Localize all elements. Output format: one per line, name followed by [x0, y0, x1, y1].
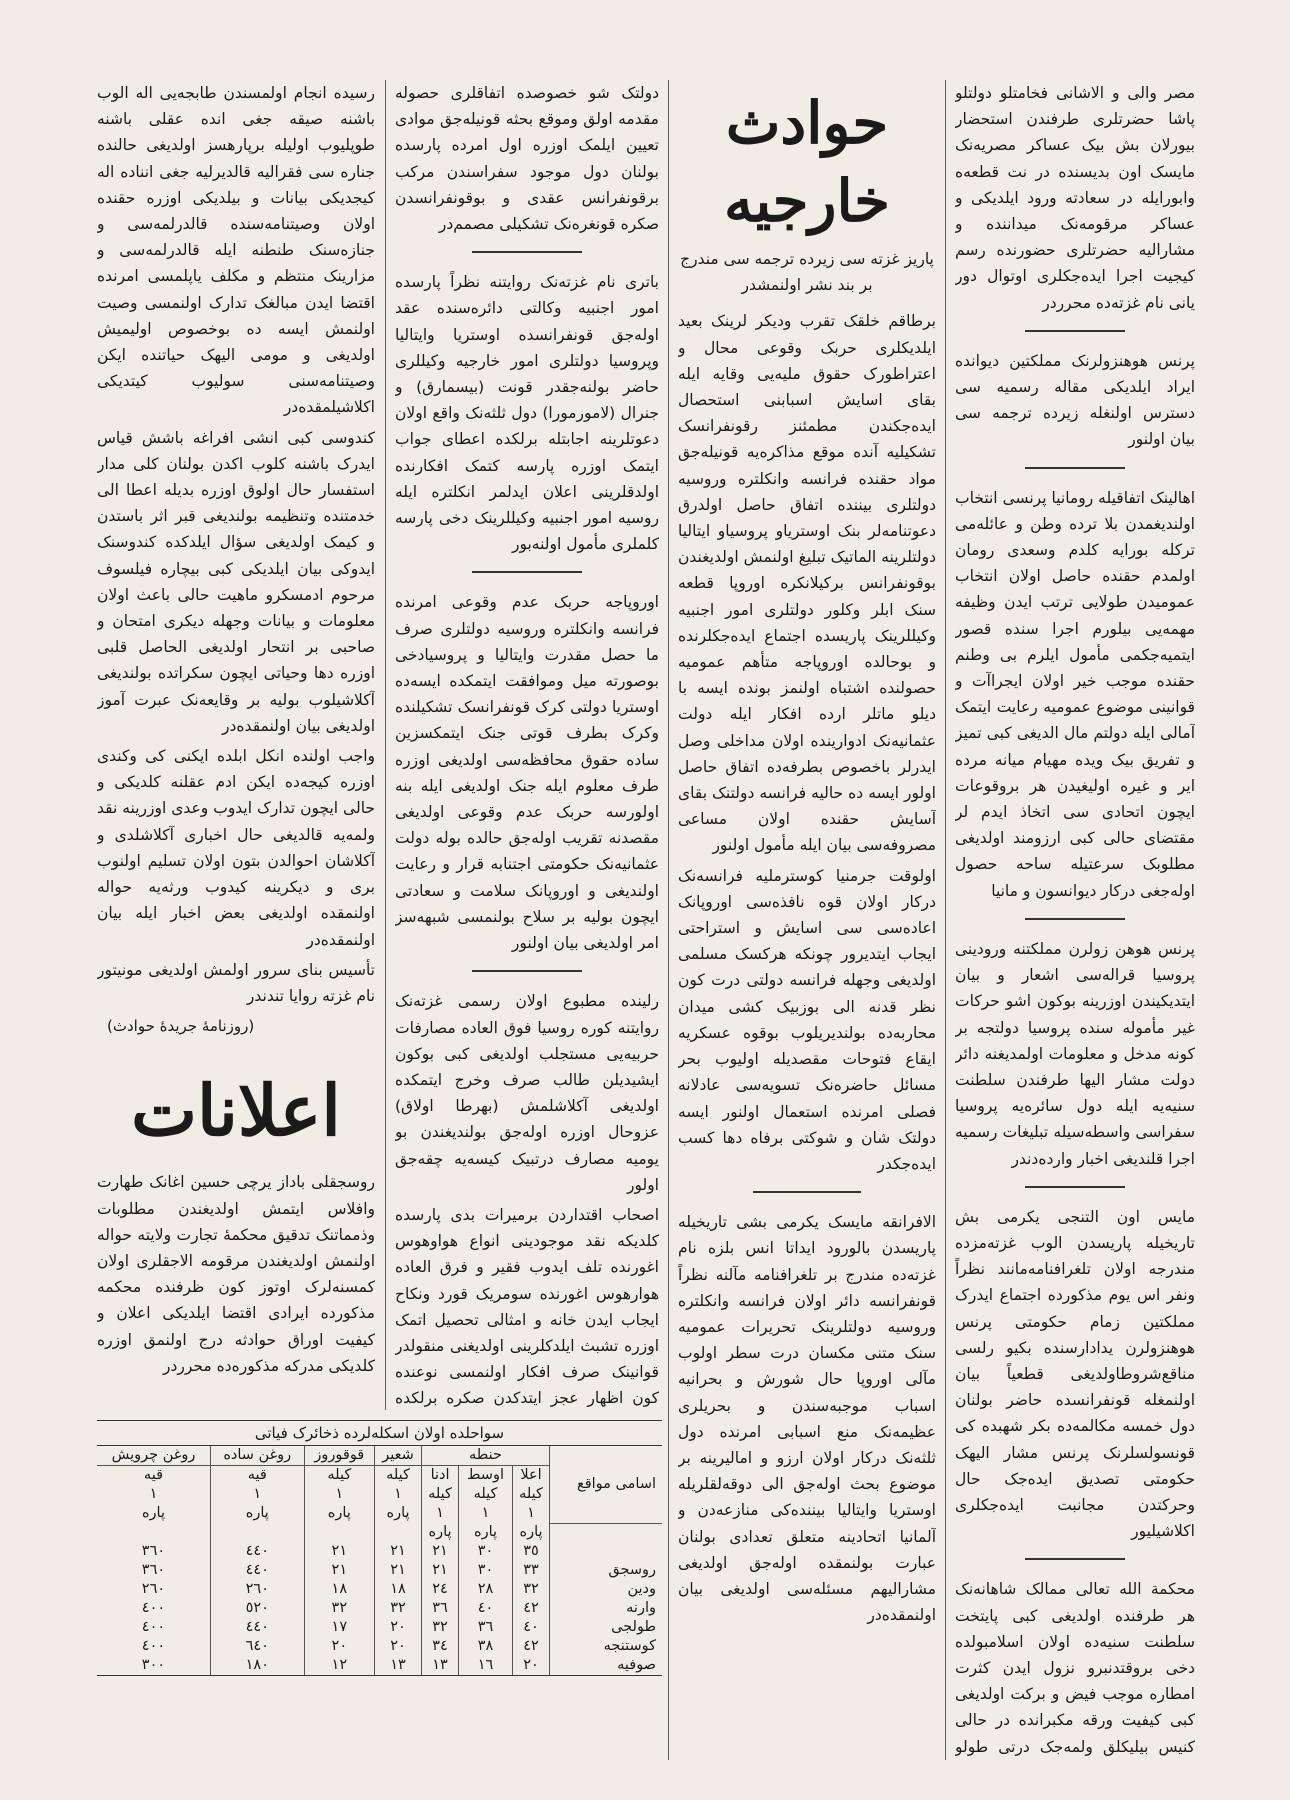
article-paragraph: اولوقت جرمنیا کوسترملیه فرانسه‌نک درکار اولان قوه نافذه‌سی اوروپانک اعاده‌سی سی اسایش و استراحتی ایجاب ایتدیرور چونکه هرکسک مسلمی اولدیغی وجهله فرانسه دولتی درت کون نظر قدنه الی بوزبیک کشی میدان محاربه‌ده بولندیریلوب بوقوه عسکریه ایقاع فتوحات مقصدیله اولیوب بحر مسائل حاضره‌نک تسویه‌سی عادلانه فصلی امرنده استعمال اولنور ایسه دولتک شان و شوکتی برفاه دها کسب ایده‌جکدر [678, 866, 936, 1173]
table-place-cell [550, 1542, 662, 1561]
table-cell: ٤٢ [512, 1599, 549, 1618]
table-cell: ٤٢ [512, 1637, 549, 1656]
column-right [955, 80, 1195, 1760]
table-cell: ١٧ [304, 1618, 374, 1637]
table-place-cell: وارنه [550, 1599, 662, 1618]
table-unit-cell: کیله [375, 1466, 422, 1486]
table-cell: ٣٦ [459, 1618, 513, 1637]
announcements-heading: اعلانات [131, 1069, 341, 1153]
source-signature: (روزنامۀ جریدۀ حوادث) [107, 1017, 255, 1036]
table-column-header: اوسط [459, 1466, 513, 1486]
table-cell: ١٨ [304, 1580, 374, 1599]
table-group-header: حنطه [422, 1446, 550, 1466]
table-cell: ٤٠ [512, 1618, 549, 1637]
table-cell: ٢١ [304, 1561, 374, 1580]
table-cell: ١٦ [459, 1656, 513, 1676]
table-cell: ٥٢٠ [210, 1599, 304, 1618]
article-paragraph: الافرانقه مایسک یکرمی بشی تاریخیله پاریسدن بالورود ایداتا انس بلزه نام غزته‌ده مندرج بر تلغرافنامه مآلنه نظراً قونفرانسه دائر اولان فرانسه وانکلتره وروسیه دولتلرینک تحریرات عمومیه سنک متنی مکسان درت سطر اولوب مآلی اوروپا حال شورش و بحرانیه اسباب موجبه‌سندن و بحریلری عظیمه‌نک منع اسبابی امرنده دول ثلثه‌نک درکار اولان ارزو و امالیرینه بر موضوع بحث اوله‌جق الی دوقه‌لقلریله اوستریا وایتالیا بیننده‌کی منازعه‌دن و آلمانیا اتحادینه متعلق تعدادی بولنان عبارت بولنمقده اوله‌جق اولدیغی مشارالیهم مسئله‌سی اولدیغی بیان اولنمقده‌در [678, 1213, 936, 1625]
table-cell: ٣٢ [422, 1618, 459, 1637]
article-separator [472, 251, 583, 253]
table-cell: ٢١ [422, 1561, 459, 1580]
table-cell: ٤٤٠ [210, 1542, 304, 1561]
table-cell [97, 1523, 210, 1542]
table-cell: ٤٤٠ [210, 1618, 304, 1637]
table-column-header: روغن چرویش [97, 1446, 210, 1466]
table-qty-cell: ١ [149, 1486, 158, 1502]
table-currency-cell: پاره [459, 1523, 513, 1542]
table-cell: ٣٣ [512, 1561, 549, 1580]
article-separator [1025, 467, 1126, 469]
article-separator [472, 571, 583, 573]
table-unit-cell: قیه [143, 1467, 164, 1483]
table-column-header: قوقوروز [304, 1446, 374, 1466]
table-qty-cell: ١ [375, 1485, 422, 1504]
article-separator [1025, 330, 1126, 332]
table-cell: ٣٢ [304, 1599, 374, 1618]
article-paragraph: باتری نام غزته‌نک روایتنه نظراً پارسده امور اجنبیه وکالتی دائره‌سنده عقد اوله‌جق قونفرانسده اوستریا وایتالیا وپروسیا دولتلری امور خارجیه وکیللری حاضر بولنه‌جقدر قونت (بیسمارق) و جنرال (لامورمورا) دول ثلثه‌نک واقع اولان دعوتلرینه اجابتله برلکده اعطای جواب ایتمک اوزره پارسه کتمک افکارنده اولدقلرینی اعلان ایدلمر انکلتره ایله روسیه امور اجنبیه وکیللرینک دخی پارسه کلملری مأمول اولنه‌بور [395, 273, 659, 554]
table-cell [375, 1523, 422, 1542]
column-center-left [395, 80, 659, 1410]
table-cell: ٤٠٠ [141, 1638, 166, 1654]
table-place-cell: ودین [550, 1580, 662, 1599]
table-row [97, 1618, 662, 1637]
table-currency-cell: پاره [375, 1504, 422, 1523]
table-currency-cell: پاره [304, 1504, 374, 1523]
article-paragraph: برطاقم خلقک تقرب ودیکر لرینک بعید ایلدیکلری حربک وقوعی محال و اعتراطورک حقوق ملیه‌یی وقایه ایله بقای اسایش اسبابنی استحصال ایده‌جکندن مطمئنز رقونفرانسک تشکیلیه آنده موقع مذاکره‌یه قونیله‌جق مواد حقنده فرانسه وانکلتره وروسیه دولتلری بیننده اتفاق حاصل اولدرق دعوتنامه‌لر بنک اوستریاو پروسیاو ایتالیا دولتلرینه الماتیک تبلیغ اولنمش اولدیغندن بوقونفرانس برکیلانکره اوروپا قطعه سنک ابلر وکلور دولتلری امور اجنبیه وکیللرینک پاریسده اجتماع ایده‌جکلرنده و بوحالده اوروپاجه متأهم عمومیه حصولنده اشتباه اولنمز بونده ایسه با دیلو ماتلر ارده افکار ایله دولت عثمانیه‌نک ادوارینده اولان مداخلی وصل ایدرلر باخصوص بطرفه‌ده اتفاق حاصل اولور ایسه ده حالیه فرانسه دولتنک بقای آسایش حقنده اولان مساعی مصروفه‌سی بیان ایله مأمول اولنور [678, 312, 936, 855]
table-cell: ٦٤٠ [210, 1637, 304, 1656]
table-cell: ٢١ [375, 1561, 422, 1580]
announcement-paragraph: روسجقلی باداز یرچی حسین اغانک طهارت وافلاس ایتمش اولدیغندن مطلوبات وذمماتنک تدقیق محکمۀ تجارت ولایته حواله اولنمش اولدیغندن مرقومه الاجقلری اولان کمسنه‌لرک اوتوز کون ظرفنده محکمه مذکورده ایرادی اقتضا ایلدیکی اعلان و کیفیت اوراق حوادثه درج اولنمق اوزره کلدیکی مدرکه مذکوره‌ده محرردر [97, 1173, 375, 1375]
table-cell: ٢٠ [304, 1637, 374, 1656]
article-paragraph: محکمة الله تعالی ممالک شاهانه‌نک هر طرفنده اولدیغی کبی پایتخت سلطنت سنیه‌ده اولان اسلامبولده دخی بروقتدنبرو نزول ایدن کثرت امطاره موجب فیض و برکت اولدیغی کبی کیفیت ورقه مکبرانده در حالی کنیس بیلیکلق ولمه‌جک درتی طولو [955, 1580, 1195, 1756]
table-place-cell: روسجق [550, 1561, 662, 1580]
table-cell: ٣٢ [375, 1599, 422, 1618]
table-unit-cell: قیه [210, 1466, 304, 1486]
table-row [97, 1542, 662, 1561]
table-qty-cell: ١ [512, 1504, 549, 1523]
article-separator [472, 970, 583, 972]
table-unit-cell: کیله [304, 1466, 374, 1486]
table-cell [304, 1523, 374, 1542]
table-cell: ٤٠٠ [141, 1600, 166, 1616]
table-currency-cell: پاره [512, 1523, 549, 1542]
table-cell: ٤٤٠ [210, 1561, 304, 1580]
table-place-cell: کوستنجه [550, 1637, 662, 1656]
table-cell: ٣٤ [422, 1637, 459, 1656]
article-separator [1025, 1558, 1126, 1560]
masthead-subtitle: پاریز غزته سی زیرده ترجمه سی مندرج بر بند نشر اولنمشدر [680, 250, 934, 295]
table-cell: ٢٠ [512, 1656, 549, 1676]
table-cell: ٢٠ [375, 1637, 422, 1656]
table-cell: ٣٥ [512, 1542, 549, 1561]
table-row [97, 1523, 662, 1542]
article-separator [753, 1191, 861, 1193]
article-paragraph: مصر والی‌ و الاشانی فخامتلو دولتلو پاشا حضرتلری طرفندن استحضار بیورلان بش بیک عساکر مصریه‌نک مایسک اون بدیسنده در نت قطعه‌ه وابورایله در سعادته ورود ایلدیکی و عساکر مرقومه‌نک میداننده و مشارالیه حضرتلری حضورنده رسم کیجیت اجرا ایده‌جکلری اوتوال دور یانی نام غزته‌ده محرردر [955, 84, 1195, 312]
article-paragraph: پرنس هوهن زولرن مملکتنه ورودینی پروسیا قراله‌سی اشعار و بیان ایتدیکیندن اوزرینه بوکون اشو حرکات غیر مأموله سنده پروسیا دولتجه بر کونه مدخل و معلومات اولمدیغنه دائر دولت مشار الیها طرفندن سلطنت سنیه‌یه ایله دول سائره‌یه پروسیا سفراسی واسطه‌سیله تبلیغات رسمیه اجرا قلندیغی اخبار وارده‌دندر [955, 939, 1195, 1168]
table-cell: ١٢ [304, 1656, 374, 1676]
table-currency-cell: پاره [141, 1505, 165, 1521]
article-paragraph: مایس اون التنجی یکرمی بش تاریخیله پاریسدن الوب غزته‌مزده مندرجه اولان تلغرافنامه‌مانند نظراً ونفر اس یوم مذکورده اجتماع ایدرک مملکتین زمام حکومتی پرنس هوهنزولرن یدادارسنده بکیو رلسی مناقع‌شروطاولدیغی قطعیاً بیان اولنمغله قونفرانسده حاضر بولنان دول خمسه مکالمه‌ده بکر شهبده کی قونسولسلرنک پرنس مشار الیهک حکومتی تصدیق ایده‌جک حال وحرکتدن مجانبت ایده‌جکلری اکلاشیلیور [955, 1207, 1195, 1541]
table-unit-cell: کیله [422, 1485, 459, 1504]
table-place-header: اسامی مواقع [550, 1446, 662, 1523]
article-separator [1025, 918, 1126, 920]
table-cell: ٣٦٠ [141, 1562, 166, 1578]
table-cell: ٢٦٠ [210, 1580, 304, 1599]
table-cell: ٢٦٠ [141, 1581, 166, 1597]
column-left [97, 80, 375, 1410]
table-currency-cell: پاره [210, 1504, 304, 1523]
table-place-cell: صوفیه [550, 1656, 662, 1676]
column-rule [385, 80, 386, 1410]
table-row [97, 1599, 662, 1618]
article-paragraph: کندوسی کبی انشی افراغه باشش قیاس ایدرک باشنه کلوب اکدن بولنان کلی مدار استفسار حال اولوق اوزره بدیله اعطا الی خدمتنده وتنظیمه بولندیغی قبر اثر باستدن و کیمک اولدیغی سؤال ایلدکده کندوسنک ایدوکی بیان ایلدیکی کبی بیچاره فیلسوف مرحوم ادمسکرو ماهیت حالی باعث اولان معلومات و بیانات وجهله دیکری امتحان و صاحبی بر انتحار اولدیغی الحاصل قلبی اوزره دها وحیاتی ایچون سکراتده بولندیغی آکلاشیلوب بولیه بر وقایعه‌نک عبرت آموز اولدیغی بیان اولنمقده‌در [97, 428, 375, 735]
table-column-header: روغن ساده [210, 1446, 304, 1466]
table-cell: ١٣ [422, 1656, 459, 1676]
table-cell: ٣٢ [512, 1580, 549, 1599]
table-cell: ٣٠ [459, 1561, 513, 1580]
article-paragraph: تأسیس بنای سرور اولمش اولدیغی مونیتور نام غزته روایا تندندر [97, 960, 375, 1005]
price-table-block [97, 1420, 662, 1676]
table-row [97, 1656, 662, 1676]
table-cell: ٤٠ [459, 1599, 513, 1618]
article-paragraph: رلینده مطبوع اولان رسمی غزته‌نک روایتنه کوره روسیا فوق العاده مصارفات حربیه‌یی مستجلب اولدیغی کبی بوکون ایشیدیلن طالب صرف وخرج ایتمکده اولدیغی آکلاشلمش (بهرطا اولاق) عزوحال اوزره اوله‌جق بولندیغندن بو یومیه مصارف درتبیک کیسه‌یه چقه‌جق اولور [395, 992, 659, 1194]
table-qty-cell: ١ [304, 1485, 374, 1504]
article-paragraph: اهالینک اتفاقیله رومانیا پرنسی انتخاب اولندیغمدن بلا ترده وطن و عائله‌می ترکله بورایه کلدم وسعدی رومان اولمدم حقنده حاصل اولان انتخاب عمومیدن طولایی ترتب ایدن وظیفه مهمه‌یی بیلورم اجرا سنده قصور ایتمیه‌جکمی مأمول ایلرم بی وطنم حقنده موجب خیر اولان ایجراآت و قوانینی موضوع عمومیه رعایت ایتمک آمالی ایله دولتم مال الدیغی کبی تمیز و تفریق بیک ویده مهیام میانه مرده ایر و غیره اولیغیدن هر بروقوعات ایچون اتحادی سی اتخاذ ایدم لر مقتضای حالی کبی ارزومند اولدیغی مطلوبک سرعتیله ساحه حصول اوله‌جغی درکار دیوانسون و مانیا [955, 488, 1195, 900]
table-cell: ٣٦ [422, 1599, 459, 1618]
table-column-header: اعلا [512, 1466, 549, 1486]
column-center-right [678, 80, 936, 1760]
table-cell: ١٣ [375, 1656, 422, 1676]
article-paragraph: رسیده انجام اولمسندن طابجه‌یی اله الوب باشنه صیقه جغی انده عقلی باشنه طوپلیوب اولیله برپارهسز اولدیغی حالنده جناره سی فقرالیه قالدیرلیه جغی انناده اله کیجدیکی بیانات و بیلدیکی اوزره حقنده اولان وصیتنامه‌سنده قالدرلمه‌سی و جنازه‌سنک طنطنه ایله قالدرلمه‌سی و مزارینک منتظم و مکلف یاپلمسی امرنده اقتضا ایدن مبالغک تدارک اولنمسی وصیت اولنمش ایسه ده بوخصوص اولیمیش اولدیغی و مومی الیهک حیاتنده ایکن وصیتنامه‌سنی سولیوب کیتدیکی اکلاشیلمقده‌در [97, 84, 375, 417]
table-cell: ٢١ [422, 1542, 459, 1561]
table-cell: ٢٨ [459, 1580, 513, 1599]
table-cell [210, 1523, 304, 1542]
column-rule [668, 80, 669, 1760]
table-qty-cell: ١ [459, 1504, 513, 1523]
table-cell: ١٨٠ [210, 1656, 304, 1676]
price-table-caption: سواحلده اولان اسکله‌لرده ذخائرک فیاتی [97, 1420, 662, 1446]
article-paragraph: واجب اولنده انکل ابلده ایکنی کی وکندی اوزره کیجه‌ده ایکن ادم عقلنه کلدیکی و حالی ایچون تدارک ایدوب وعدی اوزرینه نقد ولمه‌یه قالدیغی حال اخباری آکلاشلدی و آکلاشان احوالدن بتون اولان تسلیم اولنوب بری و دیکرینه کیدوب ورثه‌یه حواله اولنمقده اولدیغی بعض اخبار ایله بیان اولنمقده‌در [97, 747, 375, 949]
table-cell: ٣٠ [459, 1542, 513, 1561]
table-qty-cell: ١ [210, 1485, 304, 1504]
table-cell: ٢٠ [375, 1618, 422, 1637]
table-cell: ٣٨ [459, 1637, 513, 1656]
table-row [97, 1561, 662, 1580]
table-currency-cell: پاره [422, 1523, 459, 1542]
table-row [97, 1580, 662, 1599]
table-cell [550, 1523, 662, 1542]
article-paragraph: دولتک شو خصوصده اتفاقلری حصوله مقدمه اولق وموقع بحثه قونیله‌جق موادی تعیین ایلمک اوزره اول امرده پارسده بولنان دول موجود سفراسندن مرکب برقونفرانس عقدی و بوقونفرانسدن صکره قونغره‌نک تشکیلی مصمم‌در [395, 84, 659, 234]
table-unit-cell: کیله [459, 1485, 513, 1504]
masthead-title: حوادث خارجیه [724, 89, 890, 235]
table-cell: ٣٦٠ [141, 1543, 166, 1559]
article-paragraph: اصحاب اقتداردن برمیرات بدی پارسده کلدیکه نقد موجودینی انواع هواوهوس اغورنده تلف ایدوب فقیر و فرق العاده هوارهوس اغورنده سومریک قورد ونکاح ایجاب ایدن خانه و امثالی تحصیل اتمک اوزره تشبث ایلدکلرینی اولدیغنی منقولدر قوانینک صرف افکار اولنمسی نوعنده کون اظهار عجز ایتدکدن صکره برلکده [395, 1205, 659, 1408]
article-paragraph: اوروپاجه حربک عدم وقوعی امرنده فرانسه وانکلتره وروسیه دولتلری صرف ما حصل مقدرت وایتالیا و پروسیادخی بوصورته میل وموافقت ایتمکده ایسه‌ده اوستریا دولتی کرک قونفرانسک تشکیلنده وکرک بطرف قوتی جنک ایتمکسزین ساده حقوق محافظه‌سی اولدیغی اوزره طرف معلوم ایله جنک اولدیغی ایله بنه اولورسه حربک عدم وقوعی اولدیغی مقصدنه تقریب اوله‌جق حالده بوله دولت عثمانیه‌نک حکومتی اجتنابه قرار و رعایت اولندیغی و اوروپانک سلامت و سعادتی ایچون بولیه بر سلاح بولنمسی شبهه‌سز امر اولدیغی بیان اولنور [395, 593, 659, 953]
price-table [97, 1446, 662, 1676]
article-paragraph: پرنس هوهنزولرنک مملکتین دیوانده ایراد ایلدیکی مقاله رسمیه سی دسترس اولنغله زیرده ترجمه سی بیان اولنور [955, 351, 1195, 449]
table-column-header: ادنا [422, 1466, 459, 1486]
table-cell: ٢٤ [422, 1580, 459, 1599]
column-rule [945, 80, 946, 1760]
table-cell: ٢١ [375, 1542, 422, 1561]
table-cell: ٣٠٠ [97, 1656, 210, 1676]
table-cell: ١٨ [375, 1580, 422, 1599]
article-separator [1025, 1186, 1126, 1188]
table-unit-cell: کیله [512, 1485, 549, 1504]
table-row [97, 1637, 662, 1656]
table-place-cell: طولجی [550, 1618, 662, 1637]
table-qty-cell: ١ [422, 1504, 459, 1523]
table-column-header: شعیر [375, 1446, 422, 1466]
table-cell: ٤٠٠ [141, 1619, 166, 1635]
table-cell: ٢١ [304, 1542, 374, 1561]
